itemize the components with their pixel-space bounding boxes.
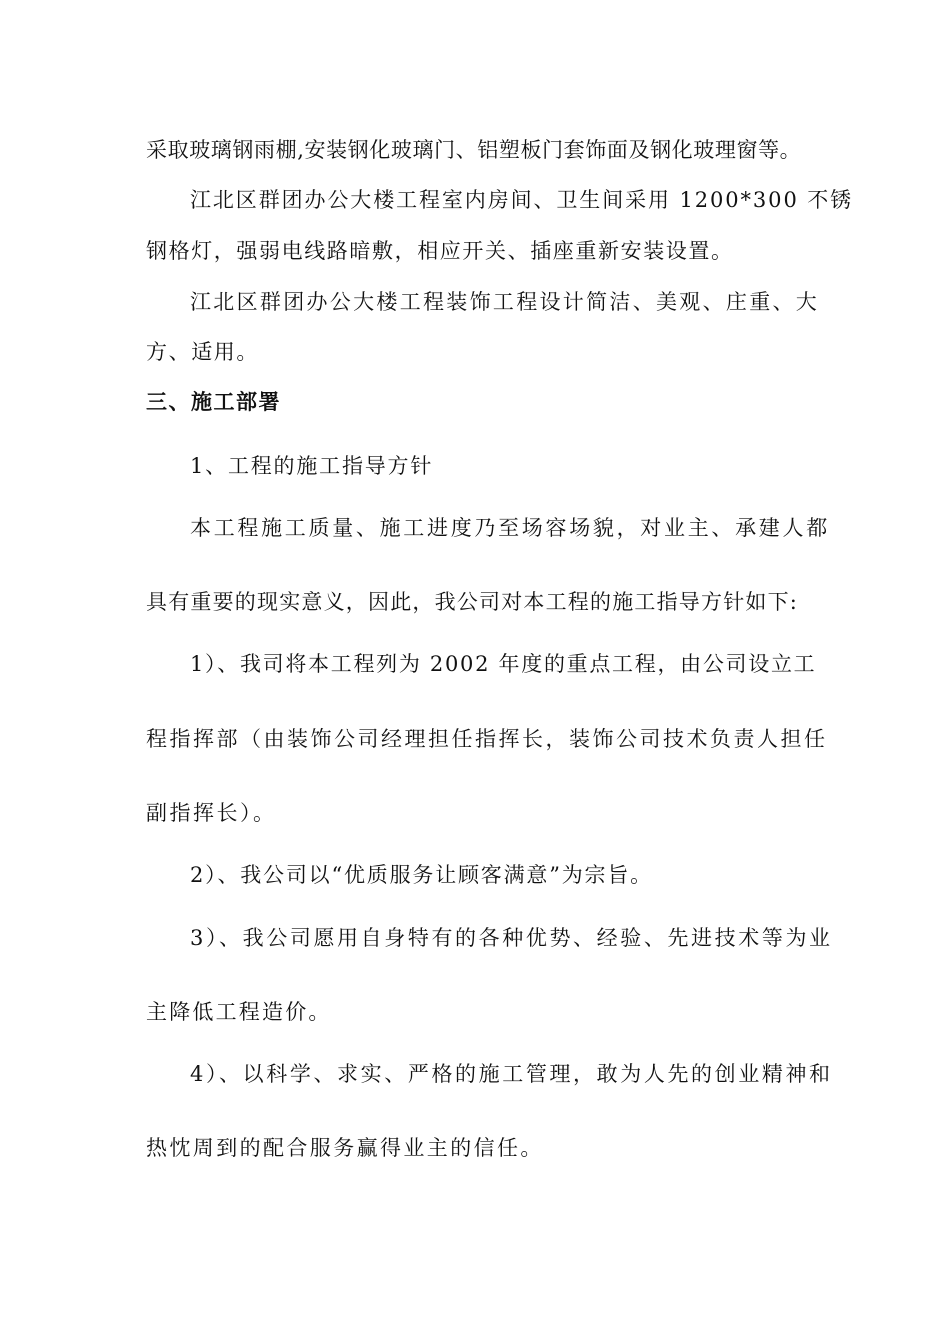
list-item-continuation: 热忱周到的配合服务赢得业主的信任。: [146, 1136, 544, 1160]
paragraph-line: 江北区群团办公大楼工程室内房间、卫生间采用 1200*300 不锈: [190, 188, 854, 212]
list-item: 2）、我公司以“优质服务让顾客满意”为宗旨。: [190, 863, 653, 887]
list-item-continuation: 主降低工程造价。: [146, 1000, 332, 1024]
list-item: 1）、我司将本工程列为 2002 年度的重点工程，由公司设立工: [190, 652, 817, 676]
list-item-continuation: 副指挥长）。: [146, 801, 277, 825]
paragraph-line: 钢格灯，强弱电线路暗敷，相应开关、插座重新安装设置。: [146, 239, 734, 263]
paragraph-line: 江北区群团办公大楼工程装饰工程设计简洁、美观、庄重、大: [190, 290, 820, 314]
list-item-continuation: 程指挥部（由装饰公司经理担任指挥长，装饰公司技术负责人担任: [146, 727, 828, 751]
paragraph-line: 采取玻璃钢雨棚,安装钢化玻璃门、铝塑板门套饰面及钢化玻理窗等。: [146, 138, 802, 162]
list-item: 3）、我公司愿用自身特有的各种优势、经验、先进技术等为业: [190, 926, 833, 950]
subsection-heading: 1、工程的施工指导方针: [190, 454, 434, 478]
section-heading: 三、施工部署: [146, 389, 281, 414]
list-item: 4）、以科学、求实、严格的施工管理，敢为人先的创业精神和: [190, 1062, 833, 1086]
paragraph-line: 方、适用。: [146, 340, 259, 364]
paragraph-line: 本工程施工质量、施工进度乃至场容场貌，对业主、承建人都: [190, 516, 830, 540]
paragraph-line: 具有重要的现实意义，因此，我公司对本工程的施工指导方针如下:: [146, 590, 799, 614]
